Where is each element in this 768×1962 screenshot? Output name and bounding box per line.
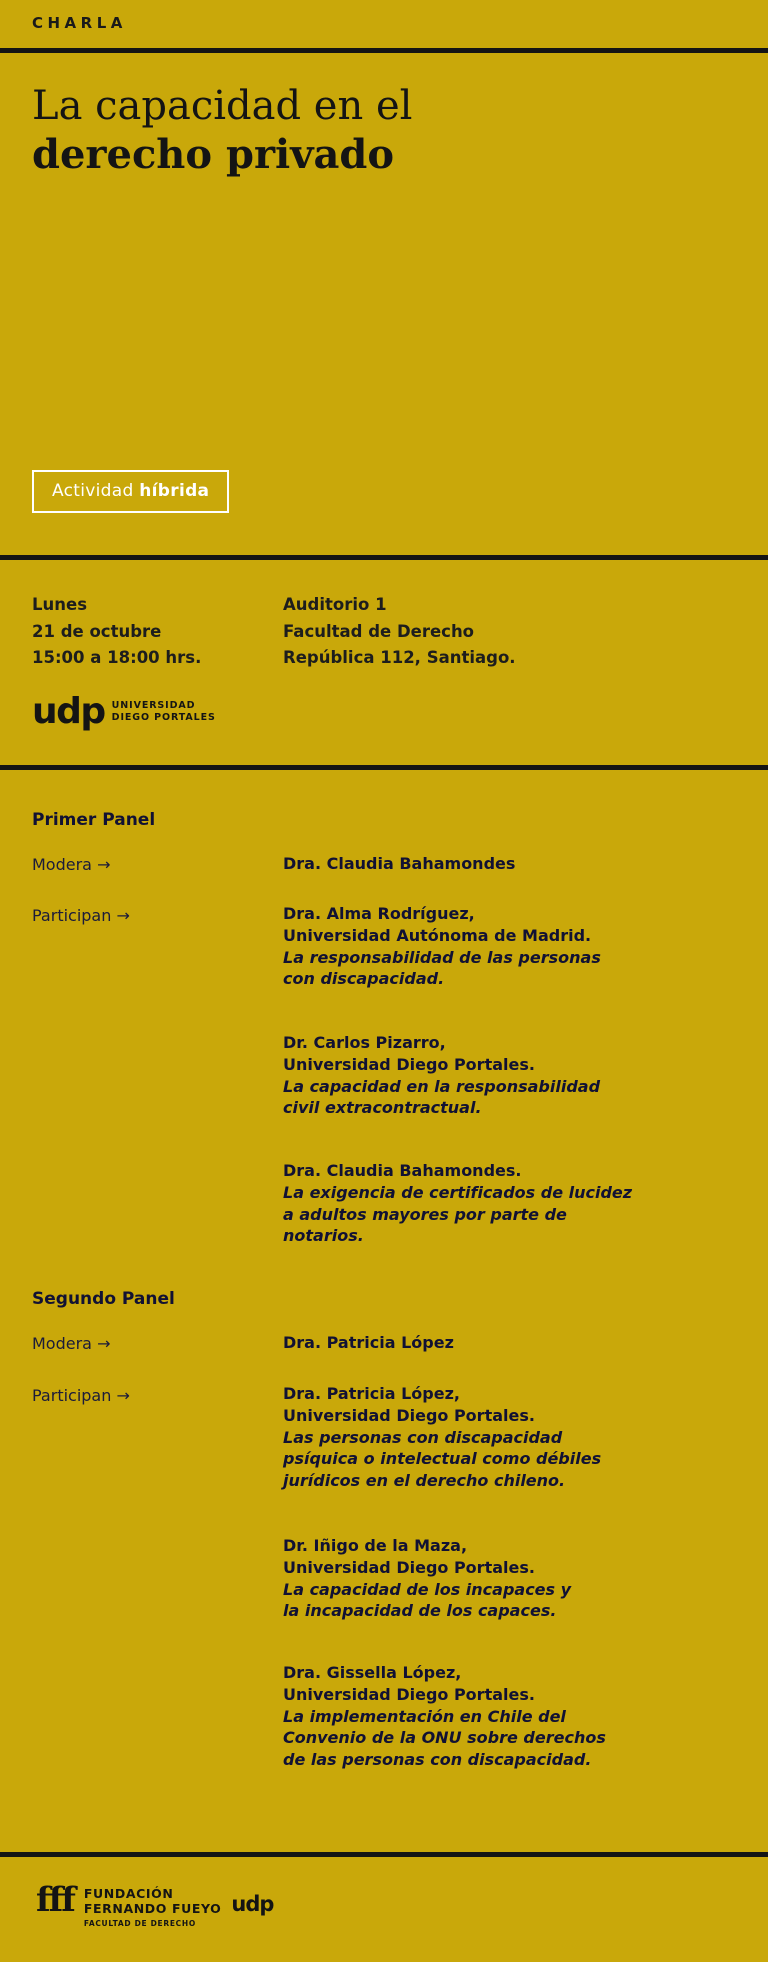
panel-title-primer: Primer Panel <box>32 810 156 830</box>
event-when <box>32 592 201 672</box>
speaker-topic-line1: La capacidad en la responsabilidad <box>283 1076 601 1096</box>
speaker-name: Dra. Alma Rodríguez, <box>283 904 475 923</box>
speaker-topic-line2: Convenio de la ONU sobre derechos <box>283 1728 606 1748</box>
speaker-topic-line2: a adultos mayores por parte de <box>283 1204 567 1224</box>
event-faculty: Facultad de Derecho <box>283 621 475 641</box>
fundacion-logo-text <box>84 1885 222 1928</box>
speaker-topic-line2: la incapacidad de los capaces. <box>283 1601 557 1621</box>
speaker-topic-line2: civil extracontractual. <box>283 1098 482 1118</box>
divider-middle <box>0 555 768 560</box>
divider-bottom <box>0 765 768 770</box>
udp-logo-line1: UNIVERSIDAD <box>111 699 196 711</box>
panel2-participan-label: Participan → <box>32 1386 130 1405</box>
event-day: Lunes <box>32 595 88 614</box>
panel1-speaker-1 <box>283 903 733 990</box>
fundacion-line3: FACULTAD DE DERECHO <box>83 1918 196 1928</box>
fundacion-line1: FUNDACIÓN <box>83 1886 174 1901</box>
page-title-line2: derecho privado <box>32 130 395 178</box>
speaker-topic-line3: de las personas con discapacidad. <box>283 1750 592 1769</box>
panel2-speaker-2 <box>283 1535 733 1622</box>
speaker-topic-line1: Las personas con discapacidad <box>283 1427 563 1447</box>
event-time: 15:00 a 18:00 hrs. <box>32 648 202 668</box>
udp-logo-mark: udp <box>32 691 105 732</box>
panel1-participan-label: Participan → <box>32 906 130 925</box>
speaker-affiliation: Universidad Diego Portales. <box>283 1684 535 1704</box>
fundacion-line2: FERNANDO FUEYO <box>83 1900 222 1916</box>
panel1-moderator-name: Dra. Claudia Bahamondes <box>283 854 516 873</box>
fundacion-logo-mark: fff <box>36 1880 74 1920</box>
panel2-speaker-3 <box>283 1662 733 1771</box>
page-title-line1: La capacidad en el <box>32 83 413 129</box>
speaker-name: Dr. Carlos Pizarro, <box>283 1033 446 1052</box>
event-room: Auditorio 1 <box>283 595 387 614</box>
udp-logo <box>32 691 216 732</box>
panel1-speaker-2 <box>283 1032 733 1119</box>
divider-footer <box>0 1852 768 1857</box>
footer-udp-mark: udp <box>231 1891 274 1916</box>
panel1-speaker-3 <box>283 1160 733 1247</box>
speaker-topic-line1: La responsabilidad de las personas <box>283 947 601 967</box>
speaker-name: Dra. Claudia Bahamondes. <box>283 1161 522 1180</box>
speaker-affiliation: Universidad Diego Portales. <box>283 1557 535 1577</box>
panel1-moderator <box>283 853 733 875</box>
panel2-moderator <box>283 1332 733 1354</box>
panel-title-segundo: Segundo Panel <box>32 1289 175 1309</box>
speaker-topic-line1: La capacidad de los incapaces y <box>283 1579 572 1599</box>
speaker-name: Dr. Iñigo de la Maza, <box>283 1536 468 1555</box>
speaker-topic-line2: con discapacidad. <box>283 969 445 989</box>
page-title <box>32 82 592 180</box>
kicker-label: CHARLA <box>32 14 127 32</box>
event-address: República 112, Santiago. <box>283 648 516 668</box>
speaker-topic-line1: La implementación en Chile del <box>283 1706 566 1726</box>
speaker-topic-line3: jurídicos en el derecho chileno. <box>283 1471 566 1490</box>
panel2-modera-label: Modera → <box>32 1334 111 1353</box>
badge-prefix: Actividad <box>52 481 140 501</box>
speaker-affiliation: Universidad Diego Portales. <box>283 1405 535 1425</box>
speaker-affiliation: Universidad Autónoma de Madrid. <box>283 925 592 945</box>
divider-top <box>0 48 768 53</box>
udp-logo-line2: DIEGO PORTALES <box>111 711 216 723</box>
event-where <box>283 592 516 672</box>
speaker-topic-line2: psíquica o intelectual como débiles <box>283 1449 602 1469</box>
badge-strong: híbrida <box>139 481 210 501</box>
status-badge <box>32 470 229 513</box>
speaker-topic-line1: La exigencia de certificados de lucidez <box>283 1182 633 1202</box>
speaker-name: Dra. Patricia López, <box>283 1384 460 1403</box>
speaker-name: Dra. Gissella López, <box>283 1663 462 1682</box>
speaker-affiliation: Universidad Diego Portales. <box>283 1054 535 1074</box>
panel2-speaker-1 <box>283 1383 733 1492</box>
speaker-topic-line3: notarios. <box>283 1226 364 1246</box>
footer-logo <box>36 1880 274 1928</box>
panel2-moderator-name: Dra. Patricia López <box>283 1333 454 1352</box>
udp-logo-subtext <box>112 700 216 727</box>
event-date: 21 de octubre <box>32 621 162 641</box>
panel1-modera-label: Modera → <box>32 855 111 874</box>
